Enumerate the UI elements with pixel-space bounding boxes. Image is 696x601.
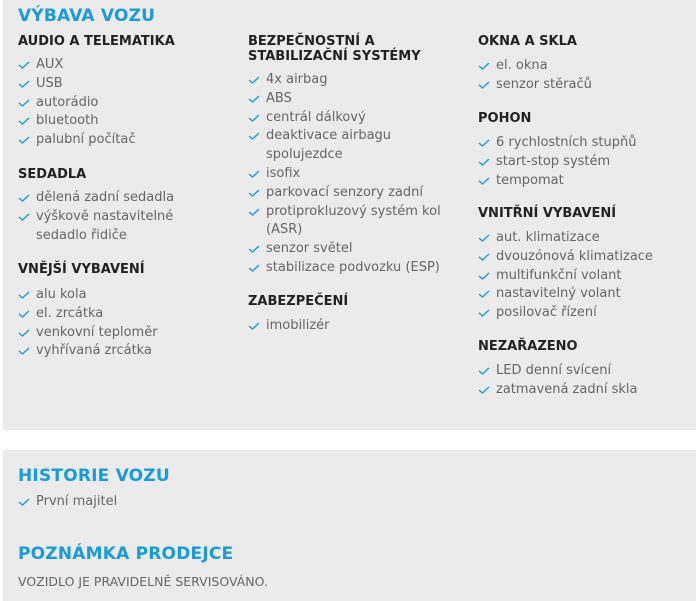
check-icon (248, 132, 260, 140)
check-icon (18, 347, 30, 355)
list-item: venkovní teploměr (18, 324, 158, 343)
check-icon (248, 114, 260, 122)
check-icon (18, 61, 30, 69)
group-title-uncategorized: NEZAŘAZENO (478, 339, 578, 354)
check-icon (248, 76, 260, 84)
group-list-interior (478, 229, 653, 323)
list-item: 6 rychlostních stupňů (478, 134, 636, 153)
group-title-seats: SEDADLA (18, 167, 87, 182)
history-list (18, 493, 117, 512)
list-item: alu kola (18, 286, 158, 305)
list-item: start-stop systém (478, 153, 636, 172)
group-title-interior: VNITŘNÍ VYBAVENÍ (478, 206, 617, 221)
list-item: el. zrcátka (18, 305, 158, 324)
group-list-drive (478, 134, 636, 190)
history-panel (3, 450, 696, 601)
check-icon (248, 245, 260, 253)
list-item: ABS (248, 90, 441, 109)
check-icon (478, 158, 490, 166)
check-icon (478, 253, 490, 261)
seller-note-text: VOZIDLO JE PRAVIDELNĚ SERVISOVÁNO. (18, 574, 268, 589)
check-icon (18, 310, 30, 318)
list-item: deaktivace airbagu (248, 127, 441, 146)
group-title-security: ZABEZPEČENÍ (248, 294, 349, 309)
check-icon (18, 99, 30, 107)
equipment-panel (3, 0, 696, 430)
list-item: aut. klimatizace (478, 229, 653, 248)
list-item: bluetooth (18, 112, 135, 131)
list-item: USB (18, 75, 135, 94)
list-item: sedadlo řidiče (36, 227, 127, 243)
list-item: senzor stěračů (478, 76, 592, 95)
group-title-audio: AUDIO A TELEMATIKA (18, 34, 175, 49)
check-icon (478, 367, 490, 375)
list-item: výškově nastavitelné (18, 208, 174, 227)
list-item: protiprokluzový systém kol (248, 203, 441, 222)
group-title-exterior: VNĚJŠÍ VYBAVENÍ (18, 262, 145, 277)
group-list-safety (248, 71, 441, 278)
check-icon (248, 322, 260, 330)
check-icon (478, 62, 490, 70)
check-icon (478, 386, 490, 394)
list-item: autorádio (18, 94, 135, 113)
group-list-windows (478, 57, 592, 95)
check-icon (248, 189, 260, 197)
check-icon (18, 213, 30, 221)
list-item: dělená zadní sedadla (18, 189, 174, 208)
list-item: posilovač řízení (478, 304, 653, 323)
list-item: parkovací senzory zadní (248, 184, 441, 203)
list-item: tempomat (478, 172, 636, 191)
group-list-audio (18, 56, 135, 150)
list-item: (ASR) (266, 222, 303, 238)
check-icon (248, 95, 260, 103)
list-item: vyhřívaná zrcátka (18, 342, 158, 361)
group-title-drive: POHON (478, 111, 532, 126)
group-list-security (248, 317, 329, 336)
list-item: imobilizér (248, 317, 329, 336)
check-icon (478, 139, 490, 147)
check-icon (478, 234, 490, 242)
check-icon (18, 291, 30, 299)
check-icon (478, 309, 490, 317)
list-item: multifunkční volant (478, 267, 653, 286)
group-list-seats (18, 189, 174, 245)
check-icon (18, 80, 30, 88)
history-title: HISTORIE VOZU (18, 466, 170, 486)
check-icon (18, 329, 30, 337)
group-title-safety: BEZPEČNOSTNÍ A STABILIZAČNÍ SYSTÉMY (248, 34, 421, 64)
check-icon (18, 194, 30, 202)
check-icon (478, 177, 490, 185)
check-icon (478, 290, 490, 298)
check-icon (18, 136, 30, 144)
check-icon (18, 117, 30, 125)
check-icon (18, 498, 30, 506)
check-icon (478, 272, 490, 280)
list-item: el. okna (478, 57, 592, 76)
list-item: palubní počítač (18, 131, 135, 150)
list-item: dvouzónová klimatizace (478, 248, 653, 267)
group-list-uncategorized (478, 362, 637, 400)
check-icon (478, 81, 490, 89)
list-item: LED denní svícení (478, 362, 637, 381)
check-icon (248, 170, 260, 178)
check-icon (248, 208, 260, 216)
list-item: centrál dálkový (248, 109, 441, 128)
list-item: 4x airbag (248, 71, 441, 90)
list-item: zatmavená zadní skla (478, 381, 637, 400)
list-item: senzor světel (248, 240, 441, 259)
group-title-windows: OKNA A SKLA (478, 34, 577, 49)
list-item: spolujezdce (266, 147, 343, 163)
list-item: nastavitelný volant (478, 285, 653, 304)
seller-note-title: POZNÁMKA PRODEJCE (18, 544, 234, 564)
group-list-exterior (18, 286, 158, 361)
list-item: První majitel (18, 493, 117, 512)
equipment-title: VÝBAVA VOZU (18, 6, 156, 26)
list-item: AUX (18, 56, 135, 75)
list-item: stabilizace podvozku (ESP) (248, 259, 441, 278)
list-item: isofix (248, 165, 441, 184)
check-icon (248, 264, 260, 272)
